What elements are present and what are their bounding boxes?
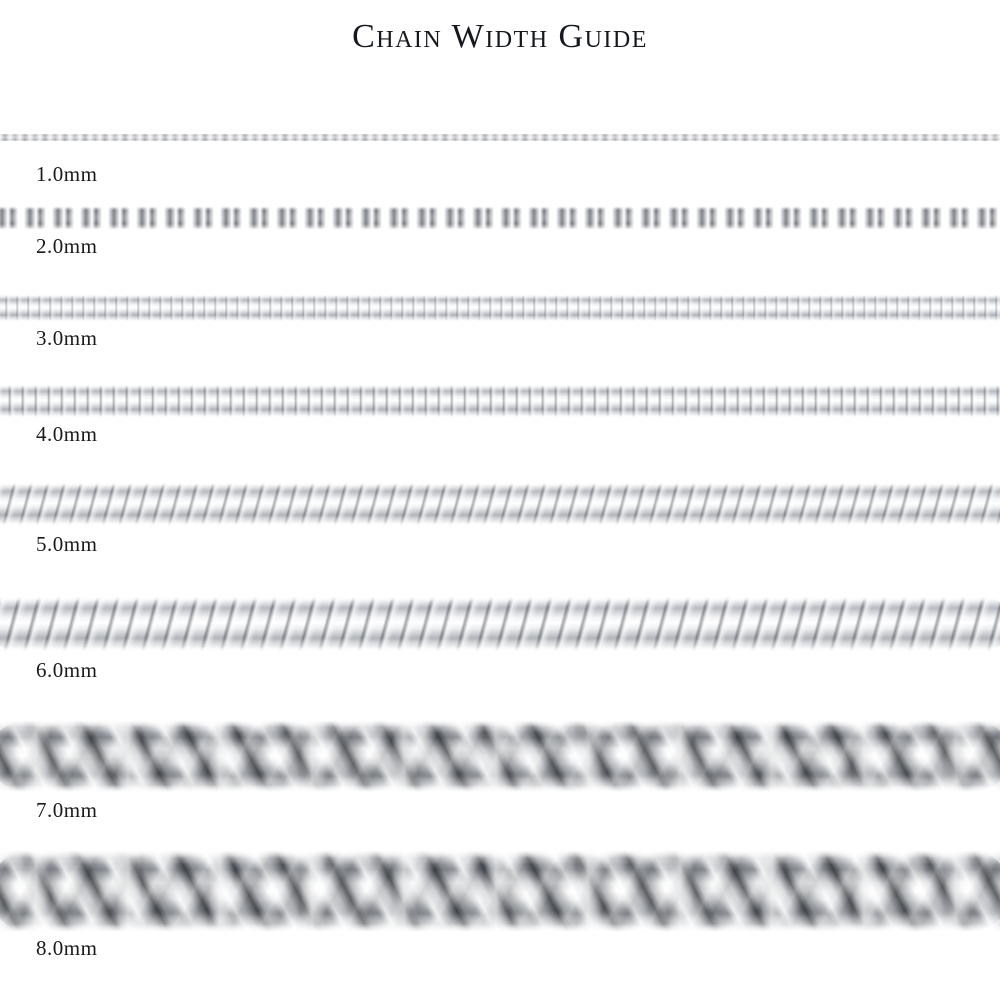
- chain-link-texture: [0, 482, 1000, 526]
- chain-size-label: 4.0mm: [36, 422, 98, 446]
- chain-link-texture: [0, 384, 1000, 418]
- chain-row: [0, 592, 1000, 702]
- chain-link-texture: [0, 850, 1000, 932]
- chain-row: [0, 288, 1000, 368]
- chain-row: [0, 478, 1000, 576]
- chain-graphic-8: [0, 848, 1000, 942]
- chain-size-label: 6.0mm: [36, 658, 98, 682]
- chain-size-label: 2.0mm: [36, 234, 98, 258]
- chain-link-texture: [0, 720, 1000, 792]
- chain-graphic-5: [0, 478, 1000, 540]
- page-title: Chain Width Guide: [352, 18, 648, 55]
- chain-row: [0, 120, 1000, 192]
- chain-link-texture: [0, 206, 1000, 230]
- chain-size-label: 7.0mm: [36, 798, 98, 822]
- chain-row: [0, 380, 1000, 466]
- chain-link-texture: [0, 134, 1000, 141]
- chain-graphic-7: [0, 718, 1000, 804]
- chain-graphic-3: [0, 288, 1000, 334]
- chain-row: [0, 198, 1000, 274]
- chain-row: [0, 848, 1000, 980]
- chain-row: [0, 718, 1000, 840]
- chain-size-label: 8.0mm: [36, 936, 98, 960]
- chain-graphic-2: [0, 198, 1000, 242]
- chain-link-texture: [0, 294, 1000, 322]
- chain-link-texture: [0, 596, 1000, 652]
- chain-graphic-4: [0, 380, 1000, 430]
- chain-size-label: 5.0mm: [36, 532, 98, 556]
- chain-graphic-1: [0, 120, 1000, 160]
- chain-size-label: 1.0mm: [36, 162, 98, 186]
- chain-size-label: 3.0mm: [36, 326, 98, 350]
- chain-graphic-6: [0, 592, 1000, 666]
